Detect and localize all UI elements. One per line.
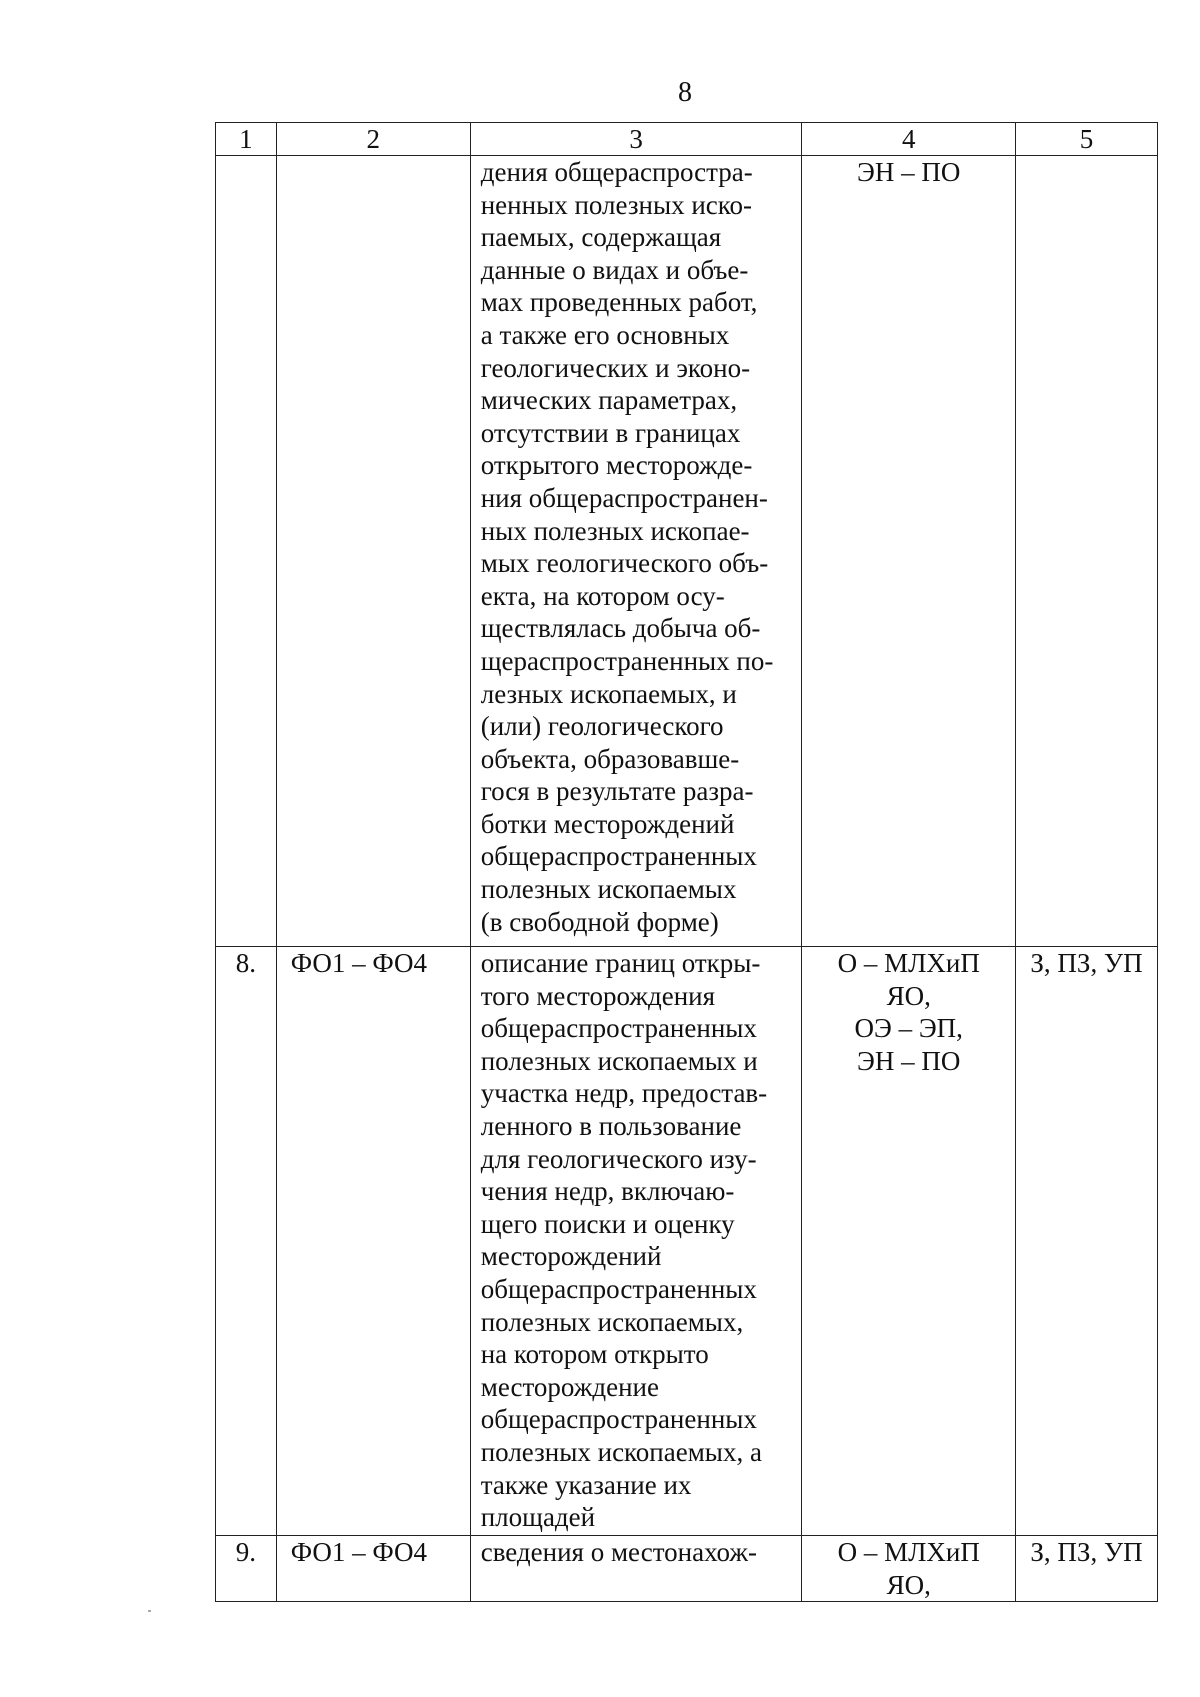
text-line: описание границ откры-	[480, 948, 761, 978]
text-line: ненных полезных иско-	[480, 189, 753, 220]
text-line: площадей	[480, 1502, 596, 1533]
text-line: гося в результате разра-	[480, 776, 754, 807]
description-cell	[470, 947, 802, 1536]
text-line: ленного в пользование	[480, 1110, 742, 1141]
text-line: для геологического изу-	[480, 1143, 757, 1174]
text-line: ния общераспространен-	[480, 482, 768, 513]
text-line: а также его основных	[480, 319, 730, 350]
document-table	[215, 122, 1158, 1602]
text-line: отсутствии в границах	[480, 417, 741, 448]
text-line: О – МЛХиП	[837, 948, 980, 978]
page-number: 8	[678, 77, 692, 108]
header-cell-3: 3	[470, 123, 802, 156]
text-line: объекта, образовавше-	[480, 743, 740, 774]
mark-cell: З, ПЗ, УП	[1015, 1536, 1157, 1602]
text-line: щераспространенных по-	[480, 645, 774, 676]
text-line: ЭН – ПО	[857, 1045, 961, 1076]
text-line: общераспространенных	[480, 1404, 757, 1435]
text-line: открытого месторожде-	[480, 450, 753, 481]
text-line: общераспространенных	[480, 1013, 757, 1044]
text-line: полезных ископаемых, а	[480, 1436, 762, 1467]
form-code-cell	[276, 156, 470, 947]
text-line: ЭН – ПО	[857, 157, 961, 187]
responsible-cell	[802, 1536, 1016, 1602]
text-line: геологических и эконо-	[480, 352, 751, 383]
header-cell-4: 4	[802, 123, 1016, 156]
header-cell-2: 2	[276, 123, 470, 156]
text-line: полезных ископаемых,	[480, 1306, 744, 1337]
text-line: екта, на котором осу-	[480, 580, 725, 611]
text-line: сведения о местонахож-	[480, 1537, 758, 1567]
text-line: (в свободной форме)	[480, 906, 719, 937]
text-line: лезных ископаемых, и	[480, 678, 737, 709]
text-line: того месторождения	[480, 980, 716, 1011]
form-code-cell: ФО1 – ФО4	[276, 947, 470, 1536]
text-line: О – МЛХиП	[837, 1537, 980, 1567]
table-row	[216, 1536, 1158, 1602]
text-line: участка недр, предостав-	[480, 1078, 768, 1109]
text-line: ботки месторождений	[480, 808, 735, 839]
text-line: общераспространенных	[480, 1273, 757, 1304]
mark-cell: З, ПЗ, УП	[1015, 947, 1157, 1536]
text-line: ОЭ – ЭП,	[854, 1013, 963, 1044]
text-line: ных полезных ископае-	[480, 515, 750, 546]
text-line: полезных ископаемых	[480, 874, 737, 905]
form-code-cell: ФО1 – ФО4	[276, 1536, 470, 1602]
scan-speck	[148, 1610, 151, 1612]
text-line: ЯО,	[886, 1569, 931, 1600]
text-line: на котором открыто	[480, 1339, 709, 1370]
text-line: месторождений	[480, 1241, 662, 1272]
header-cell-5: 5	[1015, 123, 1157, 156]
table-row	[216, 947, 1158, 1536]
text-line: ществлялась добыча об-	[480, 613, 761, 644]
text-line: мических параметрах,	[480, 385, 738, 416]
text-line: щего поиски и оценку	[480, 1208, 735, 1239]
responsible-cell	[802, 156, 1016, 947]
table-header-row	[216, 123, 1158, 156]
text-line: чения недр, включаю-	[480, 1176, 735, 1207]
row-number-cell: 8.	[216, 947, 277, 1536]
description-cell	[470, 156, 802, 947]
header-cell-1: 1	[216, 123, 277, 156]
text-line: мых геологического объ-	[480, 548, 769, 579]
row-number-cell: 9.	[216, 1536, 277, 1602]
text-line: также указание их	[480, 1469, 692, 1500]
text-line: месторождение	[480, 1371, 659, 1402]
text-line: общераспространенных	[480, 841, 757, 872]
text-line: дения общераспростра-	[480, 157, 753, 187]
text-line: ЯО,	[886, 980, 931, 1011]
responsible-cell	[802, 947, 1016, 1536]
text-line: полезных ископаемых и	[480, 1045, 758, 1076]
text-line: паемых, содержащая	[480, 222, 722, 253]
text-line: мах проведенных работ,	[480, 287, 758, 318]
text-line: (или) геологического	[480, 711, 724, 742]
description-cell	[470, 1536, 802, 1602]
mark-cell	[1015, 156, 1157, 947]
table-row	[216, 156, 1158, 947]
row-number-cell	[216, 156, 277, 947]
text-line: данные о видах и объе-	[480, 254, 749, 285]
